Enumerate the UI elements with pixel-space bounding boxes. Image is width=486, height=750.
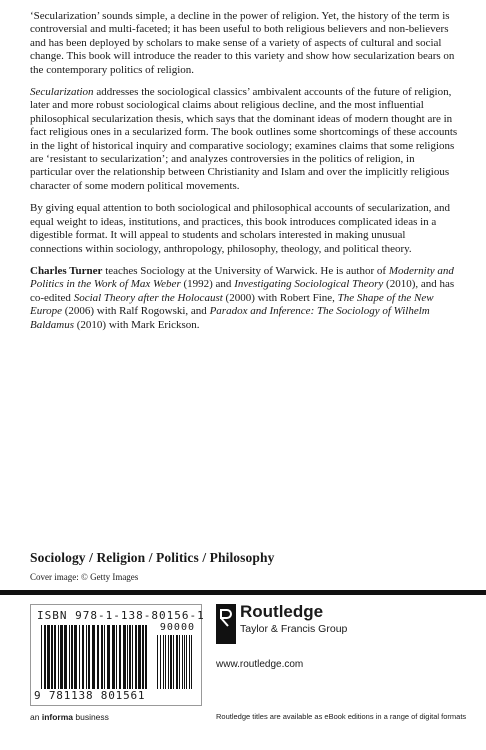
book-title-mention: Secularization [30,86,94,99]
blurb-paragraph-2 [30,86,458,193]
author-book-2: Investigating Sociological Theory [234,278,384,291]
barcode-bar [58,625,59,689]
barcode-bar [82,625,84,689]
author-bio-text-5: (2006) with Ralf Rogowski, and [61,305,210,318]
ean-digits: 9 781138 801561 [34,689,146,702]
barcode-bar [101,625,103,689]
barcode-bar [127,625,128,689]
barcode-bar [112,625,115,689]
publisher-group: Taylor & Francis Group [240,623,348,635]
barcode-bar [132,625,133,689]
informa-suffix: business [73,712,109,722]
blurb-paragraph-1: ‘Secularization’ sounds simple, a decline in the power of religion. Yet, the history of the term is controversial and multi-faceted; it has been useful to both religious believers and non-believers and has been deployed by scholars to make sense of a variety of aspects of cultural and social change. This book will introduce the reader to this variety and show how secularization bears on the contemporary politics of religion. [30,10,455,76]
ean-barcode-graphic [41,625,151,689]
publisher-name: Routledge [240,602,324,621]
author-name: Charles Turner [30,264,103,277]
divider-rule [0,590,486,595]
author-book-5: Paradox and Inference: The Sociology of Wilhelm Baldamus [30,305,430,331]
blurb-paragraph-3: By giving equal attention to both sociological and philosophical accounts of secularization, and equal weight to ideas, institutions, and practices, this book introduces complicated ideas in a digestible format. It will appeal to students and scholars interested in making unusual connections within sociology, anthropology, philosophy, theology, and political theory. [30,202,451,255]
blurb-paragraph-2-text: addresses the sociological classics’ ambivalent accounts of the future of religion, later and more robust sociological claims about religious decline, and the most influential philosophical secularization thesis, which says that the dominant ideas of modern thought are in fact religious ones in a secularized form. The book outlines some shortcomings of these accounts in the light of historical inquiry and comparative sociology; examines claims that some religions are ‘resistant to secularization’; and analyzes controversies in the politics of religion, in particular over the relationship between Christianity and Islam and over the implicitly religious character of some modern political movements. [30,86,458,192]
ebook-availability-note: Routledge titles are available as eBook editions in a range of digital formats [216,712,467,721]
back-cover-text [30,10,458,341]
barcode-bar [191,635,192,689]
subject-categories: Sociology / Religion / Politics / Philosophy [30,550,275,565]
barcode-bar [176,635,178,689]
barcode-bar [123,625,126,689]
barcode-bar [69,625,70,689]
author-bio-text-2: (1992) and [180,278,235,291]
barcode-bar [92,625,95,689]
isbn-label: ISBN 978-1-138-80156-1 [37,609,205,622]
barcode-bar [160,635,161,689]
barcode-bar [71,625,73,689]
barcode-bar [145,625,147,689]
barcode-bar [142,625,144,689]
barcode-bar [97,625,99,689]
barcode-bar [189,635,190,689]
barcode-bar [51,625,53,689]
barcode-bar [135,625,137,689]
barcode-bar [138,625,141,689]
barcode-bar [116,625,117,689]
barcode-bar [129,625,131,689]
cover-image-credit: Cover image: © Getty Images [30,572,139,582]
barcode-bar [163,635,164,689]
barcode-bar [184,635,185,689]
barcode-bar [86,625,87,689]
informa-prefix: an [30,712,42,722]
barcode-bar [165,635,166,689]
routledge-logo-icon [216,604,236,644]
barcode-bar [173,635,174,689]
barcode-bar [168,635,169,689]
barcode-bar [104,625,105,689]
informa-business-label [30,712,109,722]
barcode-panel [30,604,205,706]
author-book-4: The Shape of the New Europe [30,291,434,318]
barcode-bar [179,635,180,689]
barcode-bar [119,625,121,689]
barcode-bar [64,625,67,689]
barcode-bar [44,625,46,689]
barcode-bar [182,635,183,689]
author-bio-text-1: teaches Sociology at the University of Warwick. He is author of [102,264,389,277]
addon-barcode-graphic [157,635,195,689]
barcode-bar [47,625,50,689]
author-bio-text-6: (2010) with Mark Erickson. [74,318,200,331]
author-book-1: Modernity and Politics in the Work of Max Weber [30,264,454,291]
publisher-website[interactable]: www.routledge.com [216,659,304,670]
barcode-bar [60,625,63,689]
barcode-bar [79,625,80,689]
author-bio-text-3: (2010), and has co-edited [30,278,455,304]
barcode-bar [74,625,77,689]
informa-brand: informa [41,712,73,722]
author-bio [30,265,458,332]
barcode-bar [186,635,187,689]
author-book-3: Social Theory after the Holocaust [73,291,223,304]
price-addon-digits: 90000 [159,622,195,633]
author-bio-text-4: (2000) with Robert Fine, [222,291,338,304]
barcode-bar [157,635,158,689]
barcode-bar [170,635,172,689]
barcode-bar [54,625,56,689]
barcode-bar [88,625,90,689]
barcode-bar [41,625,42,689]
barcode-bar [107,625,110,689]
